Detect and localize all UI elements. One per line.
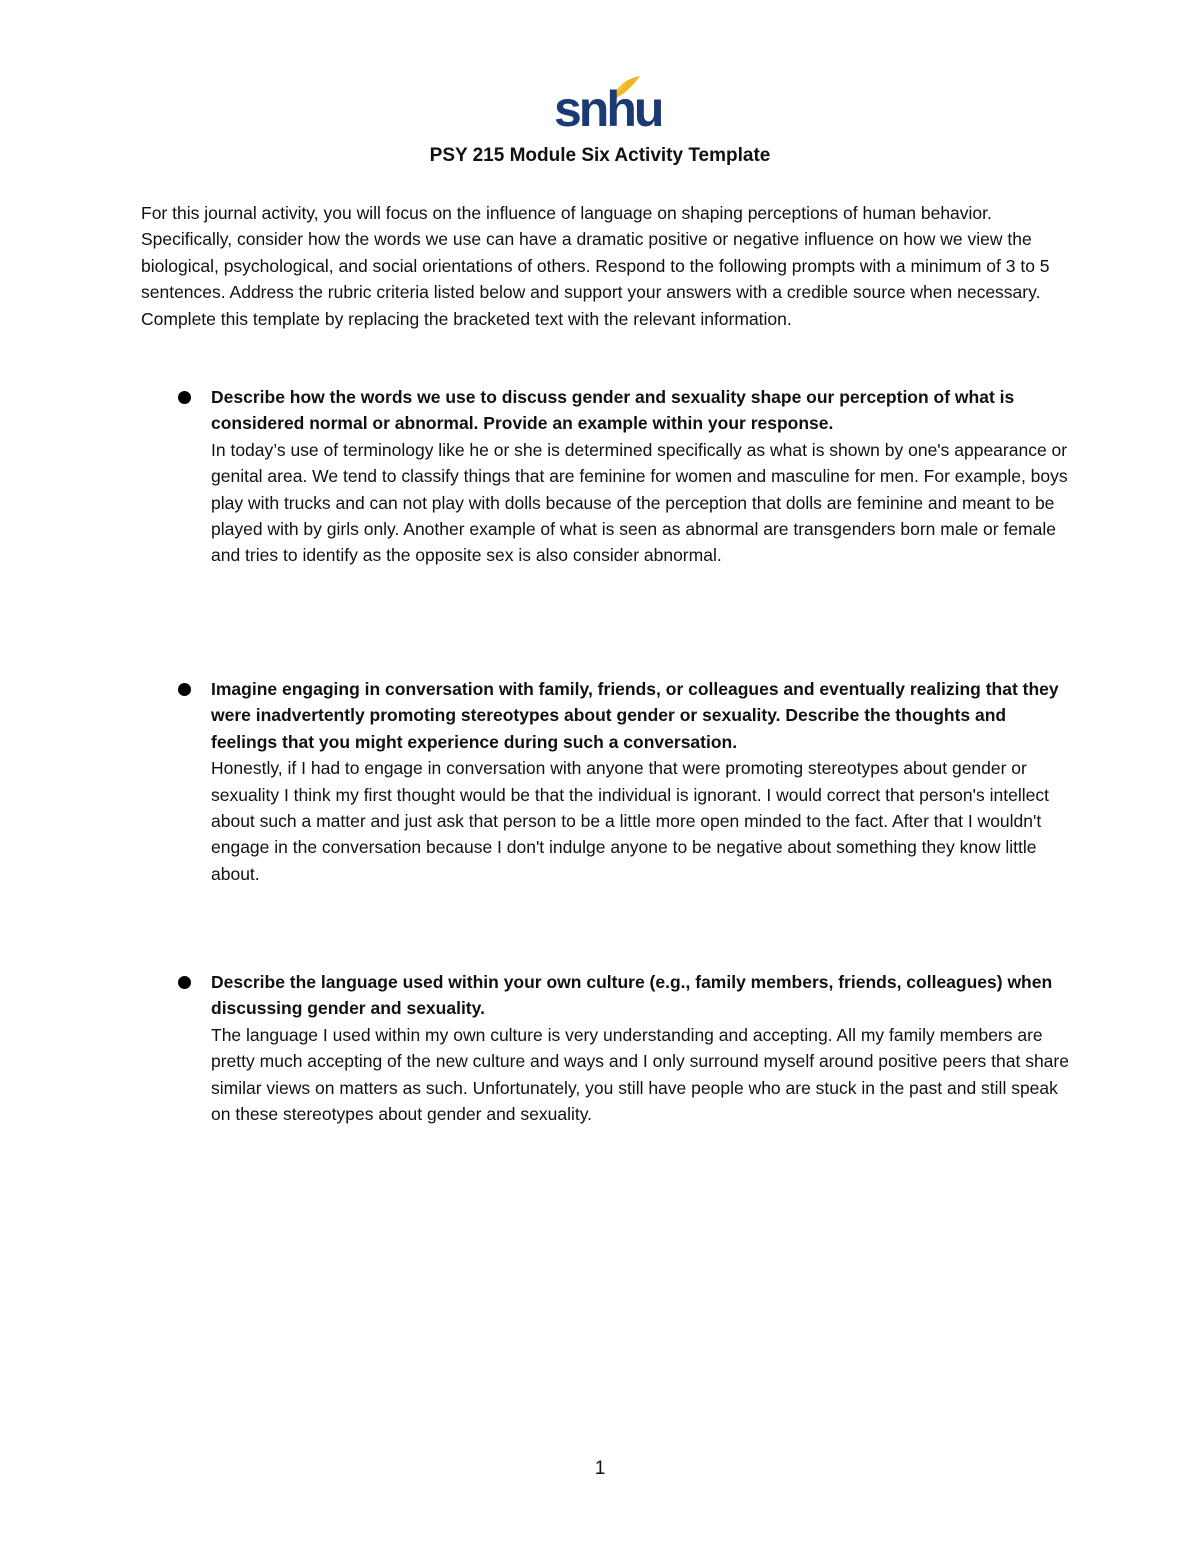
logo-wordmark: snhu: [554, 81, 662, 137]
list-item: [211, 384, 1071, 569]
page-title: PSY 215 Module Six Activity Template: [429, 145, 771, 166]
prompt-text: Describe the language used within your own culture (e.g., family members, friends, colleagues) when discussing gender and sexuality.: [211, 972, 1053, 1019]
bullet-icon: [178, 683, 191, 696]
prompt-text: Imagine engaging in conversation with family, friends, or colleagues and eventually realizing that they were inadvertently promoting stereotypes about gender or sexuality. Describe the thoughts and feelings that you might experience during such a conversation.: [211, 679, 1059, 752]
bullet-icon: [178, 976, 191, 989]
answer-text: In today’s use of terminology like he or she is determined specifically as what is shown by one's appearance or genital area. We tend to classify things that are feminine for women and masculine for men. For example, boys play with trucks and can not play with dolls because of the perception that dolls are feminine and meant to be played with by girls only. Another example of what is seen as abnormal are transgenders born male or female and tries to identify as the opposite sex is also consider abnormal.: [211, 439, 1068, 566]
page-number: 1: [594, 1458, 606, 1479]
prompt-text: Describe how the words we use to discuss gender and sexuality shape our perception of what is considered normal or abnormal. Provide an example within your response.: [211, 387, 1015, 434]
list-item: [211, 676, 1071, 887]
answer-text: The language I used within my own culture is very understanding and accepting. All my family members are pretty much accepting of the new culture and ways and I only surround myself around positive peers that share similar views on matters as such. Unfortunately, you still have people who are stuck in the past and still speak on these stereotypes about gender and sexuality.: [211, 1024, 1069, 1125]
intro-paragraph: For this journal activity, you will focus on the influence of language on shaping perceptions of human behavior. Specifically, consider how the words we use can have a dramatic positive or negative influence on how we view the biological, psychological, and social orientations of others. Respond to the following prompts with a minimum of 3 to 5 sentences. Address the rubric criteria listed below and support your answers with a credible source when necessary. Complete this template by replacing the bracketed text with the relevant information.: [141, 203, 1050, 329]
bullet-icon: [178, 391, 191, 404]
list-item: [211, 969, 1071, 1127]
snhu-logo: [550, 70, 662, 140]
answer-text: Honestly, if I had to engage in conversation with anyone that were promoting stereotypes about gender or sexuality I think my first thought would be that the individual is ignorant. I would correct that person's intellect about such a matter and just ask that person to be a little more open minded to the fact. After that I wouldn't engage in the conversation because I don't indulge anyone to be negative about something they know little about.: [211, 758, 1049, 884]
